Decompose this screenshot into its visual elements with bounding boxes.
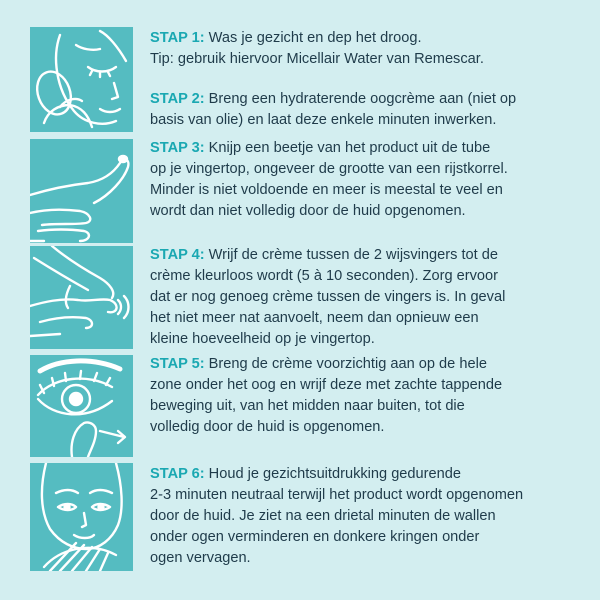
step-5-label: STAP 5:: [150, 356, 205, 372]
face-wiping-icon: [30, 27, 133, 132]
step-6-text: STAP 6: Houd je gezichtsuitdrukking gedurende 2-3 minuten neutraal terwijl het product wordt opgenomen door de huid. Je ziet na een drietal minuten de wallen onder ogen verminderen en donkere kringen onder ogen vervagen.: [150, 466, 524, 566]
step-6-label: STAP 6:: [150, 466, 205, 482]
step-1-text: STAP 1: Was je gezicht en dep het droog. Tip: gebruik hiervoor Micellair Water van Remescar.: [150, 30, 484, 67]
step-5-text: STAP 5: Breng de crème voorzichtig aan op de hele zone onder het oog en wrijf deze met zachte tappende beweging uit, van het midden naar buiten, tot die volledig door de huid is opgenomen.: [150, 356, 503, 435]
face-fan-icon: [30, 463, 133, 571]
rubbing-fingers-icon: [30, 246, 133, 349]
step-2-label: STAP 2:: [150, 91, 205, 107]
eye-applying-icon: [30, 355, 133, 457]
step-1-label: STAP 1:: [150, 30, 205, 46]
step-3-text: STAP 3: Knijp een beetje van het product uit de tube op je vingertop, ongeveer de grootte van een rijstkorrel. Minder is niet voldoende en meer is meestal te veel en wordt dan niet volledig door de huid opgenomen.: [150, 140, 508, 219]
step-4-text: STAP 4: Wrijf de crème tussen de 2 wijsvingers tot de crème kleurloos wordt (5 à 10 seconden). Zorg ervoor dat er nog genoeg crème tussen de vingers is. In geval het niet meer nat aanvoelt, neem dan opnieuw een kleine hoeveelheid op je vingertop.: [150, 247, 506, 347]
finger-cream-icon: [30, 139, 133, 243]
step-4-label: STAP 4:: [150, 247, 205, 263]
step-3-label: STAP 3:: [150, 140, 205, 156]
step-2-text: STAP 2: Breng een hydraterende oogcrème aan (niet op basis van olie) en laat deze enkele minuten inwerken.: [150, 91, 517, 128]
